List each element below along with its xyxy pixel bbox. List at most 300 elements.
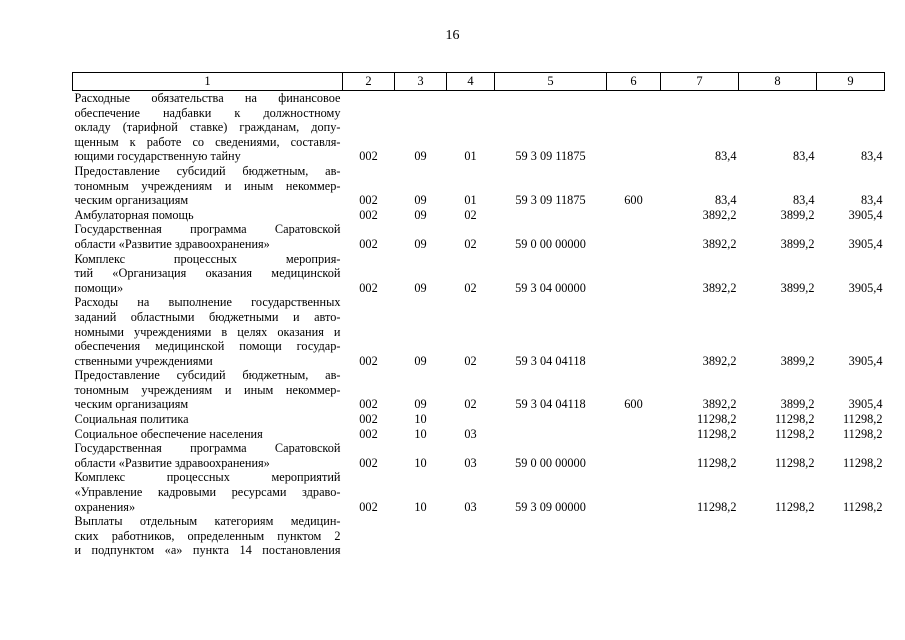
- row-target-code: [495, 441, 607, 456]
- row-description: ских работников, определенным пунктом 2: [74, 528, 341, 543]
- row-description: окладу (тарифной ставке) гражданам, допу-: [74, 120, 341, 135]
- row-target-code: 59 0 00 00000: [515, 236, 586, 251]
- row-section-code: 002: [359, 353, 378, 368]
- row-amount-year2: [739, 325, 817, 340]
- row-section-code: 002: [359, 280, 378, 295]
- row-expense-type: [607, 325, 661, 340]
- row-section-code: 002: [359, 397, 378, 412]
- table-row: [73, 514, 885, 529]
- row-amount-year2: [739, 470, 817, 485]
- row-amount-year2: [739, 120, 817, 135]
- row-description: номными учреждениями в целях оказания и: [74, 324, 341, 339]
- row-section-code: [343, 529, 395, 544]
- row-expense-type: [607, 427, 661, 442]
- row-description: Государственная программа Саратовской: [74, 222, 341, 237]
- column-header-9: 9: [817, 73, 885, 91]
- row-subsection-code: [395, 164, 447, 179]
- row-subsection-code: [395, 252, 447, 267]
- row-amount-year3: 83,4: [860, 149, 883, 164]
- row-item-code: [447, 252, 495, 267]
- row-amount-year2: [739, 543, 817, 558]
- row-section-code: [343, 514, 395, 529]
- row-item-code: [447, 135, 495, 150]
- row-expense-type: [607, 149, 661, 164]
- table-row: [73, 237, 885, 252]
- row-target-code: 59 3 04 00000: [515, 280, 586, 295]
- row-subsection-code: 10: [414, 426, 427, 441]
- row-amount-year1: [661, 529, 739, 544]
- row-target-code: [495, 266, 607, 281]
- row-amount-year3: 3905,4: [848, 353, 883, 368]
- row-amount-year2: 11298,2: [774, 499, 815, 514]
- row-amount-year1: [661, 485, 739, 500]
- row-amount-year2: [739, 135, 817, 150]
- row-amount-year1: [661, 106, 739, 121]
- row-amount-year1: [661, 470, 739, 485]
- row-description: Расходы на выполнение государственных: [74, 295, 341, 310]
- row-expense-type: [607, 485, 661, 500]
- row-expense-type: [607, 412, 661, 427]
- row-subsection-code: [395, 310, 447, 325]
- row-section-code: [343, 383, 395, 398]
- row-item-code: 02: [464, 280, 477, 295]
- row-amount-year1: 3892,2: [702, 397, 737, 412]
- row-item-code: [447, 179, 495, 194]
- row-description: ющими государственную тайну: [74, 149, 241, 164]
- table-row: [73, 325, 885, 340]
- row-item-code: 01: [464, 149, 477, 164]
- row-amount-year1: [661, 543, 739, 558]
- row-description: Предоставление субсидий бюджетным, ав-: [74, 163, 341, 178]
- row-description: и подпунктом «а» пункта 14 постановления: [74, 543, 341, 558]
- column-header-8: 8: [739, 73, 817, 91]
- row-target-code: [495, 412, 607, 427]
- row-target-code: [495, 470, 607, 485]
- row-section-code: 002: [359, 426, 378, 441]
- row-amount-year2: 3899,2: [780, 207, 815, 222]
- row-amount-year1: 3892,2: [702, 280, 737, 295]
- column-header-1: 1: [73, 73, 343, 91]
- row-target-code: [495, 325, 607, 340]
- row-description: помощи»: [74, 280, 124, 295]
- row-item-code: [447, 339, 495, 354]
- row-amount-year1: 11298,2: [696, 499, 737, 514]
- row-section-code: [343, 164, 395, 179]
- row-expense-type: [607, 339, 661, 354]
- row-amount-year3: [817, 383, 885, 398]
- row-expense-type: [607, 543, 661, 558]
- row-amount-year2: [739, 164, 817, 179]
- table-row: [73, 179, 885, 194]
- row-amount-year2: [739, 252, 817, 267]
- table-row: [73, 91, 885, 106]
- row-target-code: [495, 427, 607, 442]
- table-row: [73, 412, 885, 427]
- row-expense-type: [607, 456, 661, 471]
- row-item-code: 03: [464, 499, 477, 514]
- row-description: «Управление кадровыми ресурсами здраво-: [74, 485, 341, 500]
- table-row: [73, 193, 885, 208]
- row-section-code: 002: [359, 149, 378, 164]
- row-subsection-code: [395, 120, 447, 135]
- table-row: [73, 529, 885, 544]
- row-item-code: [447, 295, 495, 310]
- row-amount-year3: 83,4: [860, 193, 883, 208]
- row-section-code: [343, 543, 395, 558]
- row-amount-year2: [739, 310, 817, 325]
- row-section-code: [343, 295, 395, 310]
- row-expense-type: [607, 514, 661, 529]
- row-description: ственными учреждениями: [74, 353, 213, 368]
- row-expense-type: [607, 441, 661, 456]
- row-section-code: [343, 266, 395, 281]
- row-amount-year3: [817, 266, 885, 281]
- row-expense-type: [607, 222, 661, 237]
- row-amount-year2: 3899,2: [780, 397, 815, 412]
- row-description: тономным учреждениям и иным некоммер-: [74, 382, 341, 397]
- row-subsection-code: [395, 485, 447, 500]
- row-expense-type: [607, 354, 661, 369]
- row-amount-year3: 3905,4: [848, 236, 883, 251]
- row-description: Предоставление субсидий бюджетным, ав-: [74, 368, 341, 383]
- row-amount-year2: [739, 222, 817, 237]
- row-expense-type: [607, 91, 661, 106]
- row-description: Комплекс процессных мероприя-: [74, 251, 341, 266]
- row-subsection-code: 10: [414, 455, 427, 470]
- table-row: [73, 106, 885, 121]
- row-target-code: [495, 179, 607, 194]
- row-description: тий «Организация оказания медицинской: [74, 266, 341, 281]
- row-amount-year1: [661, 441, 739, 456]
- column-header-5: 5: [495, 73, 607, 91]
- row-amount-year1: 3892,2: [702, 353, 737, 368]
- row-item-code: 02: [464, 207, 477, 222]
- row-target-code: [495, 91, 607, 106]
- row-description: щенным к работе со сведениями, составля-: [74, 134, 341, 149]
- row-amount-year3: [817, 164, 885, 179]
- row-expense-type: [607, 252, 661, 267]
- row-section-code: [343, 252, 395, 267]
- row-amount-year3: 11298,2: [842, 499, 883, 514]
- row-item-code: [447, 383, 495, 398]
- row-item-code: [447, 91, 495, 106]
- row-amount-year1: [661, 339, 739, 354]
- row-amount-year1: [661, 252, 739, 267]
- row-section-code: [343, 222, 395, 237]
- row-amount-year1: 11298,2: [696, 412, 737, 427]
- row-section-code: 002: [359, 499, 378, 514]
- table-row: [73, 266, 885, 281]
- table-header-row: [73, 73, 885, 91]
- row-amount-year1: 11298,2: [696, 455, 737, 470]
- row-target-code: [495, 135, 607, 150]
- row-item-code: [447, 529, 495, 544]
- row-section-code: [343, 179, 395, 194]
- row-expense-type: [607, 281, 661, 296]
- column-header-6: 6: [607, 73, 661, 91]
- row-amount-year3: [817, 543, 885, 558]
- row-amount-year3: [817, 368, 885, 383]
- row-description: области «Развитие здравоохранения»: [74, 236, 270, 251]
- page-number: 16: [445, 28, 460, 43]
- row-subsection-code: 09: [414, 280, 427, 295]
- row-section-code: [343, 441, 395, 456]
- row-section-code: [343, 470, 395, 485]
- row-subsection-code: [395, 368, 447, 383]
- row-expense-type: [607, 237, 661, 252]
- table-row: [73, 485, 885, 500]
- row-amount-year1: [661, 135, 739, 150]
- row-description: Социальное обеспечение населения: [74, 426, 263, 441]
- row-amount-year1: [661, 368, 739, 383]
- row-expense-type: [607, 529, 661, 544]
- row-section-code: 002: [359, 193, 378, 208]
- table-row: [73, 222, 885, 237]
- row-section-code: [343, 106, 395, 121]
- table-row: [73, 149, 885, 164]
- column-header-3: 3: [395, 73, 447, 91]
- row-subsection-code: 09: [414, 207, 427, 222]
- row-section-code: 002: [359, 412, 378, 427]
- table-row: [73, 543, 885, 558]
- table-row: [73, 470, 885, 485]
- row-target-code: 59 3 04 04118: [515, 353, 586, 368]
- row-amount-year1: 3892,2: [702, 207, 737, 222]
- row-subsection-code: [395, 295, 447, 310]
- row-amount-year3: [817, 470, 885, 485]
- table-row: [73, 295, 885, 310]
- row-target-code: [495, 164, 607, 179]
- row-section-code: 002: [359, 455, 378, 470]
- row-description: Социальная политика: [74, 412, 189, 427]
- row-section-code: [343, 135, 395, 150]
- row-amount-year1: [661, 120, 739, 135]
- row-amount-year3: [817, 135, 885, 150]
- row-amount-year1: 83,4: [714, 193, 737, 208]
- row-target-code: [495, 252, 607, 267]
- row-amount-year3: [817, 325, 885, 340]
- row-description: охранения»: [74, 499, 136, 514]
- row-amount-year2: 11298,2: [774, 412, 815, 427]
- row-target-code: [495, 383, 607, 398]
- table-row: [73, 120, 885, 135]
- row-amount-year3: [817, 514, 885, 529]
- row-section-code: [343, 368, 395, 383]
- row-target-code: [495, 339, 607, 354]
- row-amount-year3: [817, 91, 885, 106]
- row-amount-year2: 83,4: [792, 193, 815, 208]
- row-amount-year3: [817, 529, 885, 544]
- row-amount-year2: [739, 339, 817, 354]
- row-item-code: [447, 310, 495, 325]
- row-target-code: 59 3 04 04118: [515, 397, 586, 412]
- row-expense-type: [607, 179, 661, 194]
- row-description: заданий областными бюджетными и авто-: [74, 309, 341, 324]
- row-amount-year2: [739, 441, 817, 456]
- table-row: [73, 397, 885, 412]
- row-amount-year1: [661, 295, 739, 310]
- row-target-code: [495, 120, 607, 135]
- row-description: тономным учреждениям и иным некоммер-: [74, 178, 341, 193]
- table-row: [73, 383, 885, 398]
- row-amount-year3: 11298,2: [842, 412, 883, 427]
- row-amount-year3: 3905,4: [848, 280, 883, 295]
- row-target-code: [495, 295, 607, 310]
- row-item-code: [447, 441, 495, 456]
- row-expense-type: [607, 470, 661, 485]
- row-subsection-code: 10: [414, 499, 427, 514]
- row-section-code: [343, 120, 395, 135]
- row-amount-year1: [661, 222, 739, 237]
- column-header-4: 4: [447, 73, 495, 91]
- row-expense-type: [607, 310, 661, 325]
- row-amount-year2: 3899,2: [780, 280, 815, 295]
- row-item-code: 03: [464, 455, 477, 470]
- row-expense-type: [607, 295, 661, 310]
- row-subsection-code: [395, 339, 447, 354]
- row-amount-year2: 83,4: [792, 149, 815, 164]
- row-amount-year2: [739, 91, 817, 106]
- row-item-code: [447, 514, 495, 529]
- row-item-code: [447, 485, 495, 500]
- row-amount-year3: [817, 485, 885, 500]
- row-subsection-code: [395, 179, 447, 194]
- table-row: [73, 368, 885, 383]
- row-subsection-code: [395, 514, 447, 529]
- row-item-code: [447, 106, 495, 121]
- row-target-code: [495, 368, 607, 383]
- row-subsection-code: 09: [414, 193, 427, 208]
- row-expense-type: [607, 135, 661, 150]
- row-amount-year2: 3899,2: [780, 353, 815, 368]
- table-row: [73, 354, 885, 369]
- table-row: [73, 500, 885, 515]
- row-amount-year3: [817, 179, 885, 194]
- column-header-2: 2: [343, 73, 395, 91]
- row-subsection-code: [395, 266, 447, 281]
- row-amount-year2: [739, 514, 817, 529]
- row-section-code: [343, 485, 395, 500]
- row-description: обеспечение надбавки к должностному: [74, 105, 341, 120]
- row-amount-year1: [661, 325, 739, 340]
- row-item-code: [447, 266, 495, 281]
- row-amount-year2: [739, 106, 817, 121]
- row-subsection-code: [395, 441, 447, 456]
- row-item-code: [447, 222, 495, 237]
- row-amount-year3: 3905,4: [848, 207, 883, 222]
- row-amount-year3: [817, 252, 885, 267]
- row-description: области «Развитие здравоохранения»: [74, 455, 270, 470]
- table-header: [73, 73, 885, 91]
- table-row: [73, 427, 885, 442]
- row-amount-year1: [661, 91, 739, 106]
- row-subsection-code: [395, 470, 447, 485]
- table-row: [73, 281, 885, 296]
- row-item-code: [447, 325, 495, 340]
- row-expense-type: [607, 208, 661, 223]
- row-subsection-code: [395, 135, 447, 150]
- row-section-code: 002: [359, 236, 378, 251]
- row-amount-year3: 11298,2: [842, 426, 883, 441]
- row-subsection-code: 09: [414, 149, 427, 164]
- row-section-code: [343, 325, 395, 340]
- table-row: [73, 164, 885, 179]
- row-expense-type: [607, 120, 661, 135]
- row-amount-year3: [817, 441, 885, 456]
- table-row: [73, 135, 885, 150]
- table-row: [73, 456, 885, 471]
- row-subsection-code: 09: [414, 397, 427, 412]
- row-amount-year2: [739, 368, 817, 383]
- row-amount-year3: [817, 310, 885, 325]
- row-expense-type: [607, 383, 661, 398]
- row-target-code: [495, 485, 607, 500]
- row-description: ческим организациям: [74, 193, 189, 208]
- row-expense-type: [607, 266, 661, 281]
- row-amount-year2: [739, 383, 817, 398]
- row-subsection-code: [395, 325, 447, 340]
- row-amount-year1: [661, 164, 739, 179]
- row-subsection-code: 09: [414, 353, 427, 368]
- row-amount-year2: [739, 485, 817, 500]
- row-section-code: 002: [359, 207, 378, 222]
- budget-table: [72, 72, 885, 558]
- row-description: ческим организациям: [74, 397, 189, 412]
- table-row: [73, 441, 885, 456]
- row-amount-year1: [661, 310, 739, 325]
- table-row: [73, 208, 885, 223]
- row-target-code: 59 3 09 00000: [515, 499, 586, 514]
- row-amount-year2: 3899,2: [780, 236, 815, 251]
- row-section-code: [343, 91, 395, 106]
- row-target-code: [495, 106, 607, 121]
- row-amount-year1: 3892,2: [702, 236, 737, 251]
- row-target-code: [495, 208, 607, 223]
- row-subsection-code: [395, 543, 447, 558]
- row-amount-year1: [661, 514, 739, 529]
- table-row: [73, 252, 885, 267]
- column-header-7: 7: [661, 73, 739, 91]
- row-amount-year3: [817, 295, 885, 310]
- row-expense-type: [607, 164, 661, 179]
- row-expense-type: 600: [624, 397, 643, 412]
- row-item-code: [447, 120, 495, 135]
- row-subsection-code: [395, 529, 447, 544]
- row-amount-year1: [661, 266, 739, 281]
- row-item-code: 01: [464, 193, 477, 208]
- row-subsection-code: [395, 106, 447, 121]
- row-subsection-code: [395, 383, 447, 398]
- row-item-code: [447, 470, 495, 485]
- row-description: Государственная программа Саратовской: [74, 441, 341, 456]
- row-target-code: [495, 514, 607, 529]
- row-description: Выплаты отдельным категориям медицин-: [74, 514, 341, 529]
- row-amount-year1: 83,4: [714, 149, 737, 164]
- row-item-code: 02: [464, 353, 477, 368]
- row-target-code: 59 3 09 11875: [515, 149, 586, 164]
- row-target-code: [495, 222, 607, 237]
- row-amount-year2: 11298,2: [774, 455, 815, 470]
- row-description: Амбулаторная помощь: [74, 207, 194, 222]
- row-target-code: [495, 543, 607, 558]
- row-amount-year1: [661, 179, 739, 194]
- row-amount-year1: 11298,2: [696, 426, 737, 441]
- row-subsection-code: 09: [414, 236, 427, 251]
- row-subsection-code: 10: [414, 412, 427, 427]
- row-item-code: 03: [464, 426, 477, 441]
- row-description: Расходные обязательства на финансовое: [74, 91, 341, 105]
- row-section-code: [343, 310, 395, 325]
